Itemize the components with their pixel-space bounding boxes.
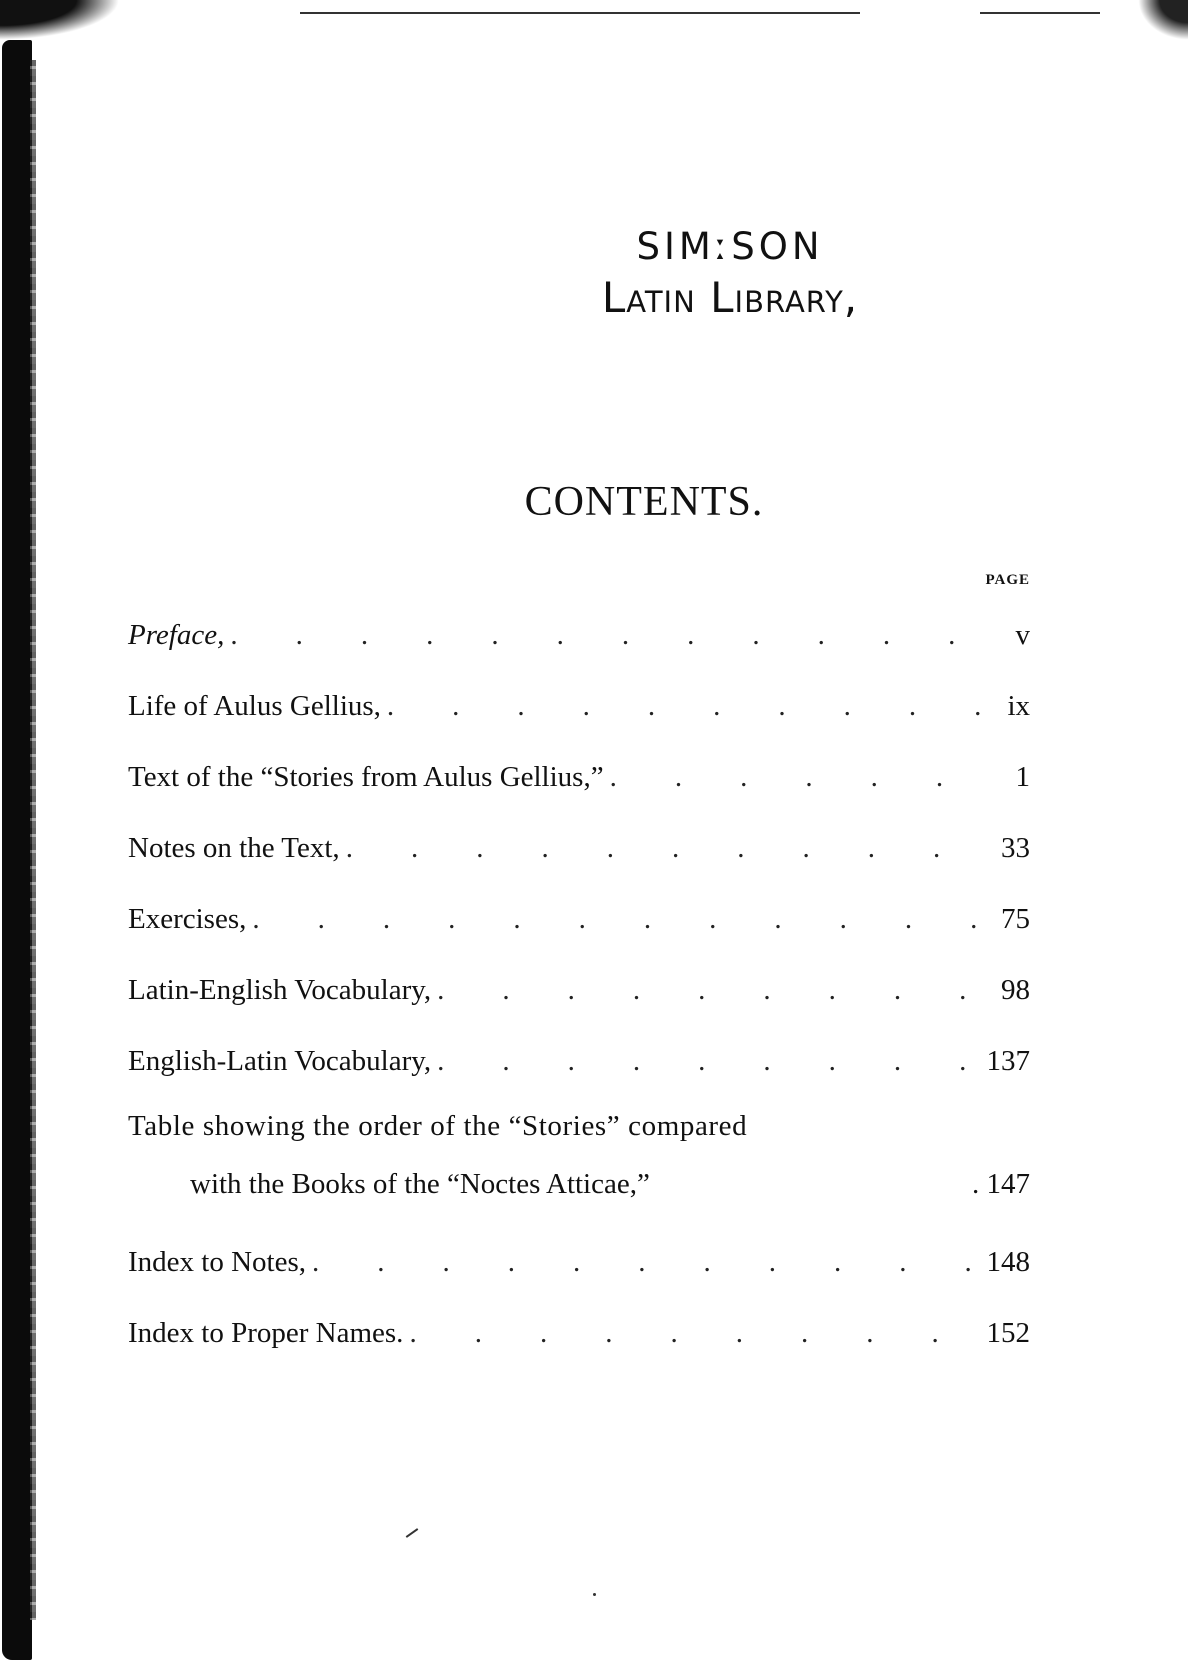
book-spine-edge (30, 60, 36, 1620)
toc-entry-index-names (128, 1298, 1030, 1369)
toc-entry-page: 137 (986, 1045, 1030, 1077)
toc-leader-dots (604, 742, 990, 813)
toc-entry-page: 75 (1001, 903, 1030, 935)
toc-entry-title: Table showing the order of the “Stories” compared (128, 1110, 748, 1142)
top-edge-rule (300, 12, 860, 14)
toc-entry-title-line2: with the Books of the “Noctes Atticae,” (190, 1168, 650, 1200)
toc-entry-title: English-Latin Vocabulary, (128, 1045, 432, 1077)
toc-entry-page: 98 (1001, 974, 1030, 1006)
book-spine-shadow (2, 40, 32, 1660)
toc-entry-life (128, 671, 1030, 742)
toc-leader-dots (403, 1298, 986, 1369)
toc-leader-dots (246, 884, 990, 955)
toc-entry-page: 148 (986, 1246, 1030, 1278)
toc-leader-dots (224, 600, 990, 671)
toc-leader-dots (431, 955, 990, 1026)
toc-entry-index-notes (128, 1227, 1030, 1298)
toc-entry-english-latin (128, 1026, 1030, 1097)
toc-entry-latin-english (128, 955, 1030, 1026)
page-column-label: PAGE (985, 572, 1030, 588)
toc-entry-page: 33 (1001, 832, 1030, 864)
toc-entry-title: Index to Proper Names. (128, 1317, 404, 1349)
toc-entry-title-continuation (128, 1155, 1030, 1213)
toc-leader-dots (340, 813, 990, 884)
toc-entry-title: Life of Aulus Gellius, (128, 690, 381, 722)
toc-entry-title: Exercises, (128, 903, 247, 935)
toc-entry-title: Preface, (128, 619, 225, 651)
top-edge-rule-right (980, 12, 1100, 14)
toc-entry-table (128, 1097, 1030, 1227)
page-speck (406, 1528, 419, 1538)
toc-leader-dots (306, 1227, 987, 1298)
scan-shadow-top-left (0, 0, 120, 40)
scan-shadow-top-right (1138, 0, 1188, 40)
contents-title: CONTENTS. (524, 479, 764, 525)
toc-entry-page: 1 (1015, 761, 1030, 793)
toc-entry-page: v (1015, 619, 1030, 651)
toc-entry-page: . 147 (972, 1168, 1030, 1200)
toc-entry-page: 152 (986, 1317, 1030, 1349)
series-name: SIMːSON (636, 225, 824, 268)
toc-entry-page: ix (1007, 690, 1030, 722)
toc-entry-title: Text of the “Stories from Aulus Gellius,” (128, 761, 604, 793)
toc-entry-notes (128, 813, 1030, 884)
series-subtitle: Latin Library, (601, 273, 859, 322)
toc-leader-dots (381, 671, 990, 742)
toc-leader-dots (431, 1026, 986, 1097)
toc-entry-exercises (128, 884, 1030, 955)
page-speck (593, 1593, 596, 1596)
toc-entry-title: Notes on the Text, (128, 832, 340, 864)
toc-entry-preface (128, 600, 1030, 671)
toc-entry-text (128, 742, 1030, 813)
series-heading (560, 225, 900, 322)
toc-entry-page-number: 147 (986, 1168, 1030, 1200)
toc-entry-title: Latin-English Vocabulary, (128, 974, 432, 1006)
table-of-contents (128, 600, 1030, 1369)
toc-entry-title: Index to Notes, (128, 1246, 306, 1278)
